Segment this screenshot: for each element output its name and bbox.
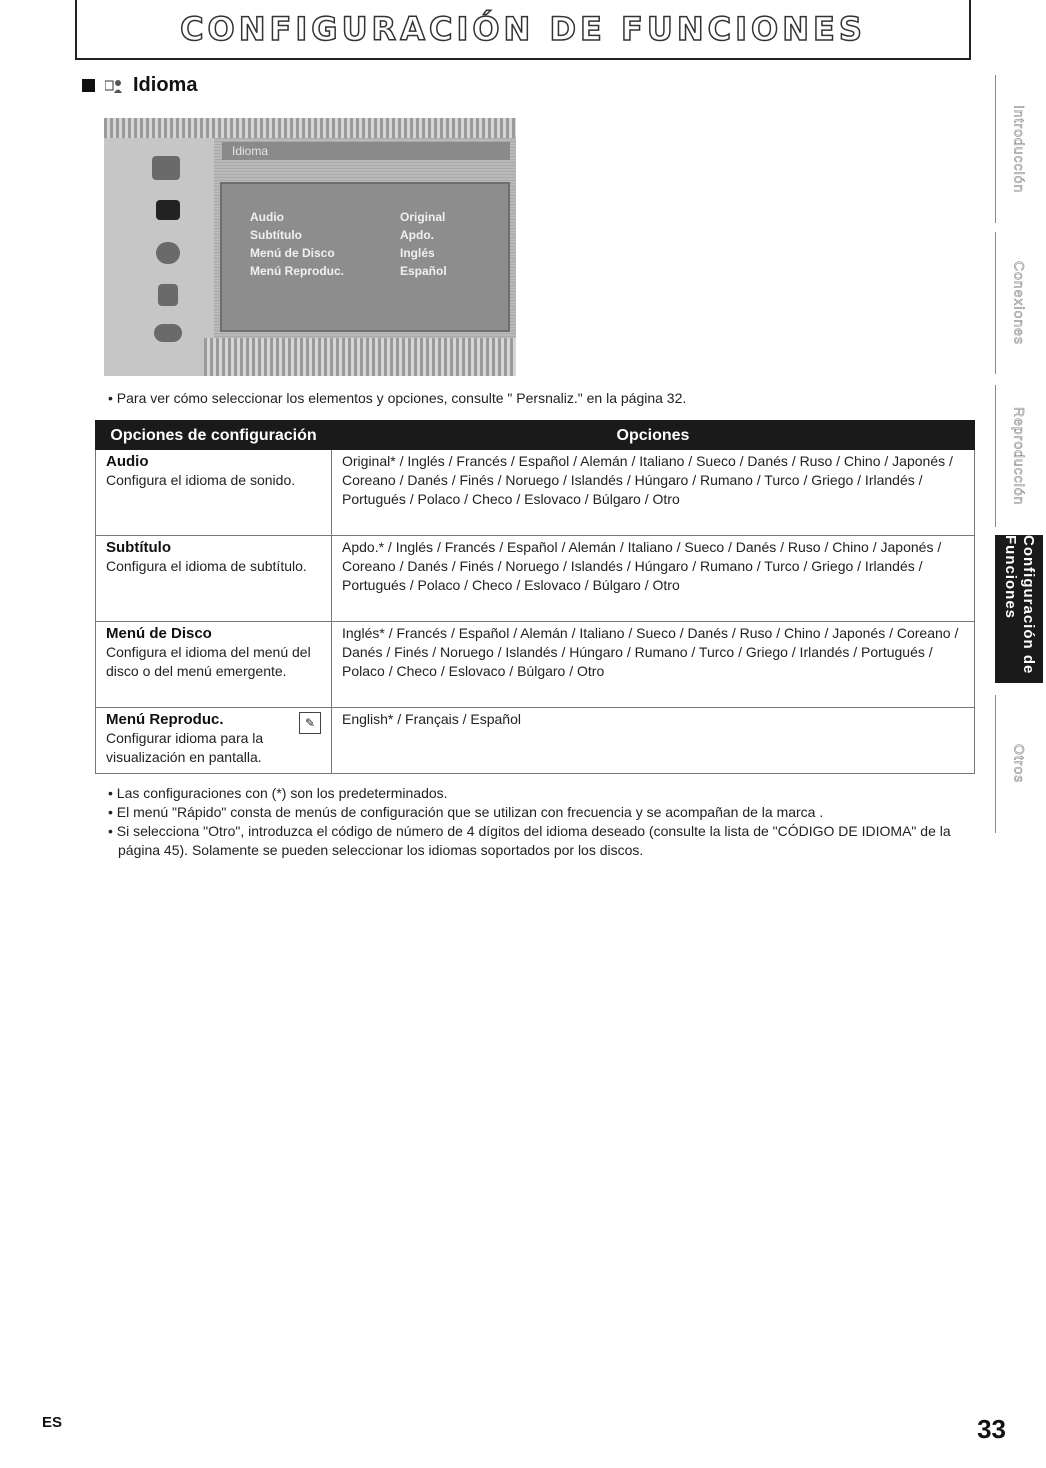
- screen-row: [250, 264, 500, 278]
- screen-title: Idioma: [222, 142, 510, 160]
- setting-name: Menú Reproduc.: [106, 711, 224, 728]
- language-menu-icon: [152, 156, 180, 180]
- screen-mockup: [104, 118, 516, 376]
- options-cell: Inglés* / Francés / Español / Alemán / Italiano / Sueco / Danés / Ruso / Chino / Japonés / Coreano / Danés / Finés / Noruego / Islandés / Húngaro / Rumano / Turco / Griego / Irlandés / Portugués / Polaco / Checo / Eslovaco / Búlgaro / Otro: [332, 622, 975, 708]
- setting-description: Configura el idioma de sonido.: [106, 472, 296, 488]
- screen-row-label: Menú Reproduc.: [250, 264, 345, 278]
- setting-description: Configura el idioma de subtítulo.: [106, 558, 307, 574]
- section-title: Idioma: [133, 74, 198, 96]
- quick-menu-icon: ✎: [299, 712, 321, 734]
- screen-row-value: Inglés: [400, 246, 435, 260]
- screen-row-value: Original: [400, 210, 446, 224]
- page-title: CONFIGURACIÓN DE FUNCIONES: [180, 10, 866, 48]
- options-cell: English* / Français / Español: [332, 708, 975, 774]
- setting-wrap: [106, 710, 321, 767]
- side-tab-label: Introducción: [1011, 104, 1028, 194]
- side-tab-label: Reproducción: [1011, 406, 1028, 506]
- screen-row: [250, 228, 500, 242]
- options-cell: Apdo.* / Inglés / Francés / Español / Alemán / Italiano / Sueco / Danés / Ruso / Chino / Japonés / Coreano / Danés / Finés / Noruego / Islandés / Húngaro / Rumano / Turco / Griego / Irlandés / Portugués / Polaco / Checo / Eslovaco / Búlgaro / Otro: [332, 536, 975, 622]
- table-header-row: [96, 421, 975, 450]
- options-cell: Original* / Inglés / Francés / Español / Alemán / Italiano / Sueco / Danés / Ruso / Chino / Japonés / Coreano / Danés / Finés / Noruego / Islandés / Húngaro / Rumano / Turco / Griego / Irlandés / Portugués / Polaco / Checo / Eslovaco / Búlgaro / Otro: [332, 450, 975, 536]
- setting-name: Menú de Disco: [106, 625, 212, 642]
- screen-row-label: Audio: [250, 210, 284, 224]
- side-tab-reproduccion[interactable]: [995, 385, 1043, 527]
- column-header-options: Opciones: [332, 421, 975, 450]
- reference-note: • Para ver cómo seleccionar los elementos y opciones, consulte " Persnaliz." en la página 32.: [108, 390, 687, 406]
- footnotes: [108, 784, 968, 860]
- side-tab-otros[interactable]: [995, 695, 1043, 833]
- setting-name: Audio: [106, 453, 149, 470]
- table-row: [96, 708, 975, 774]
- table-row: [96, 622, 975, 708]
- setting-cell: [96, 708, 332, 774]
- footer-language: ES: [42, 1414, 63, 1431]
- screen-menu-panel: [220, 182, 510, 332]
- side-tab-configuracion[interactable]: [995, 535, 1043, 683]
- side-tab-conexiones[interactable]: [995, 232, 1043, 374]
- setting-description: Configura el idioma del menú del disco o del menú emergente.: [106, 644, 311, 679]
- side-tab-introduccion[interactable]: [995, 75, 1043, 223]
- page-header: [75, 0, 971, 60]
- lock-menu-icon: [158, 284, 178, 306]
- section-heading: [82, 74, 197, 97]
- screen-row-value: Apdo.: [400, 228, 434, 242]
- footnote: • Si selecciona "Otro", introduzca el código de número de 4 dígitos del idioma deseado (consulte la lista de "CÓDIGO DE IDIOMA" de la página 45). Solamente se pueden seleccionar los idiomas soportados por los discos.: [108, 823, 951, 858]
- screen-row-value: Español: [400, 264, 447, 278]
- screen-row: [250, 210, 500, 224]
- screen-bottom-stripes: [204, 338, 516, 376]
- setting-cell: [96, 450, 332, 536]
- footnote: • Las configuraciones con (*) son los predeterminados.: [108, 785, 448, 801]
- settings-table: [95, 420, 975, 774]
- side-tab-label: Conexiones: [1011, 261, 1028, 345]
- screen-top-stripes: [104, 118, 516, 138]
- audio-menu-icon: [156, 242, 180, 264]
- screen-row-label: Menú de Disco: [250, 246, 335, 260]
- others-menu-icon: [154, 324, 182, 342]
- screen-sidebar: [104, 138, 214, 376]
- table-row: [96, 450, 975, 536]
- square-bullet-icon: [82, 79, 95, 92]
- setting-cell: [96, 536, 332, 622]
- column-header-settings: Opciones de configuración: [96, 421, 332, 450]
- setting-name: Subtítulo: [106, 539, 171, 556]
- side-tab-label: Configuración de Funciones: [1002, 535, 1037, 675]
- footnote: • El menú "Rápido" consta de menús de configuración que se utilizan con frecuencia y se acompañan de la marca .: [108, 804, 824, 820]
- language-icon: [105, 78, 123, 94]
- screen-row-label: Subtítulo: [250, 228, 302, 242]
- screen-row: [250, 246, 500, 260]
- table-row: [96, 536, 975, 622]
- display-menu-icon: [156, 200, 180, 220]
- side-tab-label: Otros: [1011, 744, 1028, 784]
- page-number: 33: [977, 1414, 1006, 1444]
- setting-cell: [96, 622, 332, 708]
- setting-description: Configurar idioma para la visualización en pantalla.: [106, 730, 264, 765]
